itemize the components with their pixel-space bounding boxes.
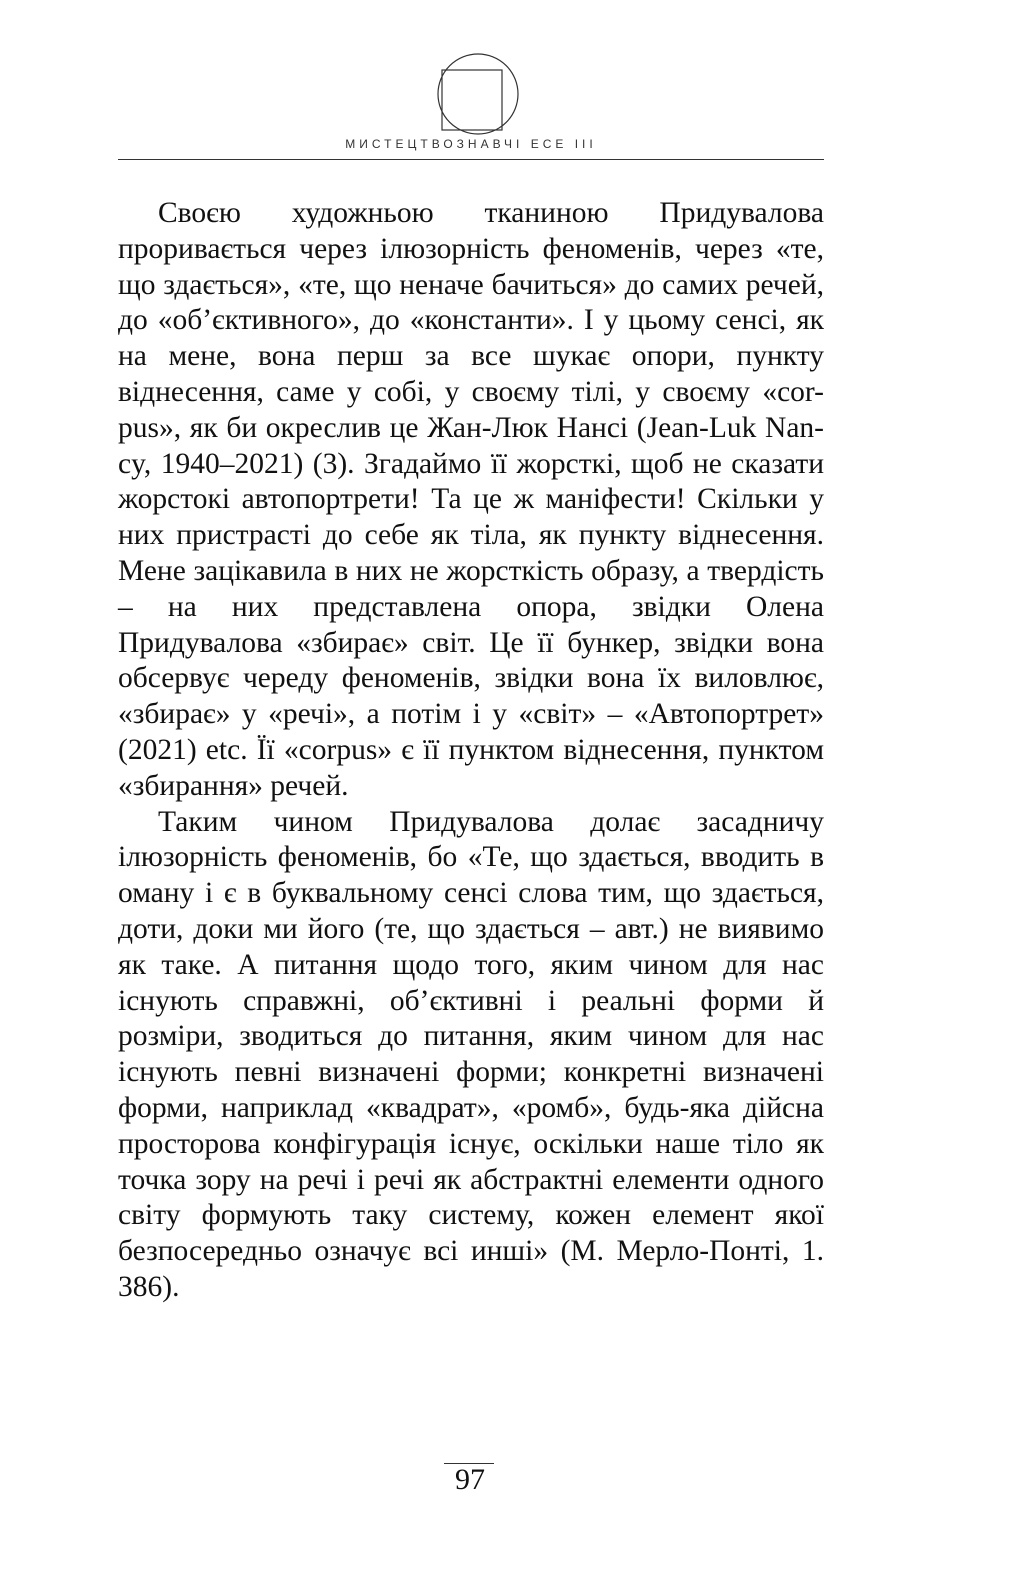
circle-square-emblem-icon [436, 52, 520, 136]
body-text [118, 196, 824, 1306]
page-number: 97 [455, 1463, 485, 1496]
running-head: МИСТЕЦТВОЗНАВЧІ ЕСЕ ІІІ [345, 137, 597, 151]
paragraph-2: Таким чином Придувалова долає засадничу ілюзорність феноменів, бо «Те, що здається, вводить в оману і є в буквальному сенсі слова тим, що здається, доти, доки ми його (те, що здається – авт.) не виявимо як таке. А питання щодо того, яким чином для нас існують справжні, об’єктивні і реальні форми й розміри, зводиться до питання, яким чином для нас існують певні визначені форми; конкретні визначені форми, наприклад «квадрат», «ромб», будь-яка дійсна просторова конфігурація існує, оскільки наше тіло як точка зору на речі і речі як абстрактні елементи одного світу формують таку систему, кожен елемент якої безпосередньо означує всі инші» (М. Мерло-Понті, 1. 386). [118, 805, 824, 1303]
paragraph-1: Своєю художньою тканиною Придувалова проривається через ілюзорність феноменів, через «те, що здається», «те, що неначе бачиться» до самих речей, до «об’єктивного», до «константи». І у цьому сенсі, як на мене, вона перш за все шукає опори, пункту віднесення, саме у собі, у своєму тілі, у своєму «cor-pus», як би окреслив це Жан-Люк Нансі (Jean-Luk Nan-cy, 1940–2021) (3). Згадаймо її жорсткі, щоб не сказати жорстокі автопортрети! Та це ж маніфести! Скільки у них пристрасті до себе як тіла, як пункту віднесення. Мене зацікавила в них не жорсткість образу, а твердість – на них представлена опора, звідки Олена Придувалова «збирає» світ. Це її бункер, звідки вона обсервує череду феноменів, звідки вона їх виловлює, «збирає» у «речі», а потім і у «світ» – «Автопортрет» (2021) etc. Її «corpus» є її пунктом віднесення, пунктом «збирання» речей. [118, 197, 824, 802]
header-divider [118, 159, 824, 160]
